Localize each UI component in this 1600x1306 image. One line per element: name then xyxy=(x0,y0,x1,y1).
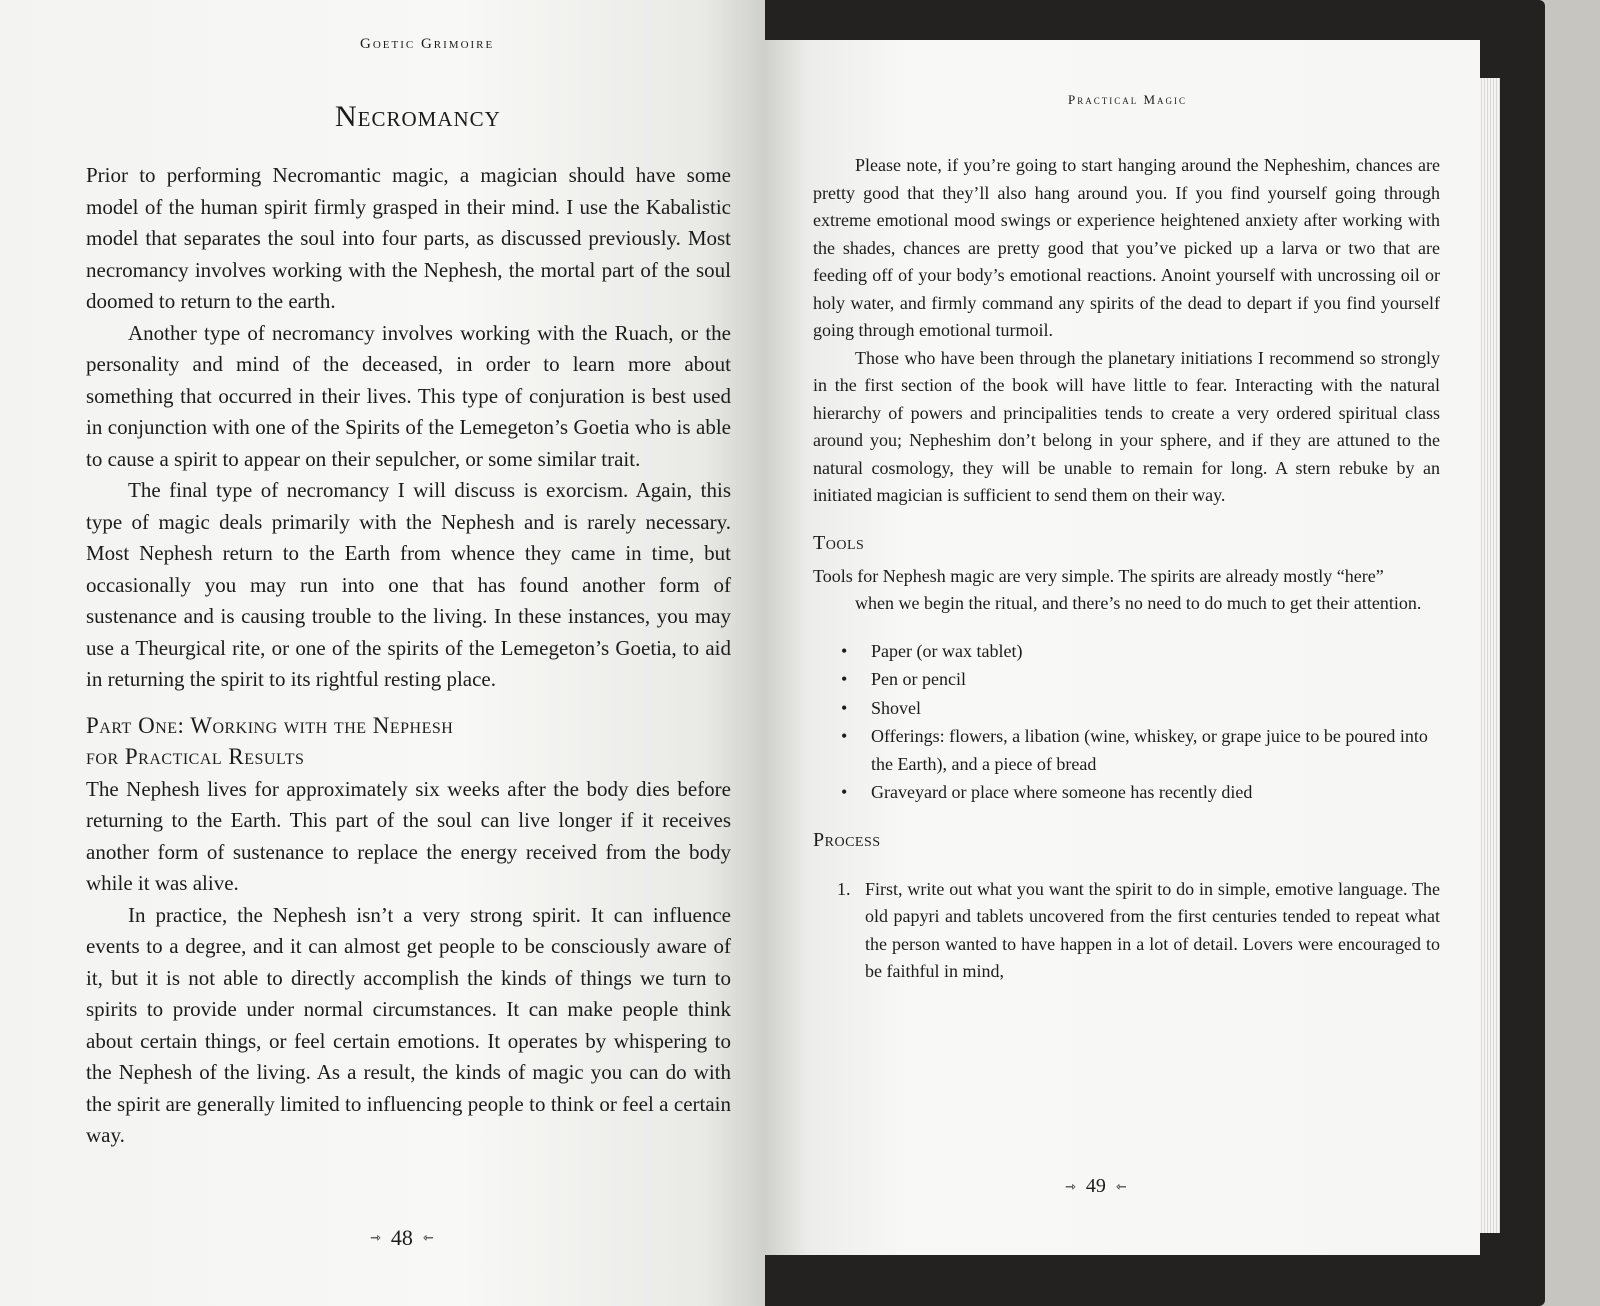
paragraph: Another type of necromancy involves working with the Ruach, or the personality and mind of the deceased, in order to learn more about something that occurred in their lives. This type of conjuration is best used in conjunction with one of the Spirits of the Lemegeton’s Goetia who is able to cause a spirit to appear on their sepulcher, or some similar trait. xyxy=(86,320,731,471)
list-item: • Shovel xyxy=(841,695,1440,723)
paragraph: The Nephesh lives for approximately six weeks after the body dies before returning to the Earth. This part of the soul can live longer if it receives another form of sustenance to replace the energy received from the body while it was alive. xyxy=(86,776,731,895)
list-item: • Pen or pencil xyxy=(841,666,1440,694)
section-heading xyxy=(86,710,731,772)
list-item xyxy=(813,876,1440,986)
left-body xyxy=(86,160,731,1152)
list-item: • Paper (or wax tablet) xyxy=(841,638,1440,666)
chapter-title: Necromancy xyxy=(335,100,501,133)
right-page xyxy=(765,40,1480,1255)
paragraph: The final type of necromancy I will discuss is exorcism. Again, this type of magic deals primarily with the Nephesh and is rarely necessary. Most Nephesh return to the Earth from whence they came in time, but occasionally you may run into one that has found another form of sustenance and is causing trouble to the living. In these instances, you may use a Theurgical rite, or one of the spirits of the Lemegeton’s Goetia, to aid in returning the spirit to its rightful resting place. xyxy=(86,478,731,691)
step-text: First, write out what you want the spirit to do in simple, emotive language. The old papyri and tablets uncovered from the first centuries tended to repeat what the person wanted to have happen in a lot of detail. Lovers were encouraged to be faithful in mind, xyxy=(865,878,1440,981)
folio-ornament: ⇾ xyxy=(370,1230,381,1245)
folio-ornament: ⇽ xyxy=(422,1230,434,1245)
folio-ornament: ⇾ xyxy=(1065,1178,1076,1194)
running-head: Practical Magic xyxy=(1068,92,1188,107)
folio-number: 49 xyxy=(1085,1175,1106,1197)
bullet-icon: • xyxy=(841,782,848,802)
left-page xyxy=(0,0,765,1306)
tools-intro: Tools for Nephesh magic are very simple. The spirits are already mostly “here” xyxy=(813,565,1384,586)
tools-intro: when we begin the ritual, and there’s no need to do much to get their attention. xyxy=(855,593,1422,613)
paragraph: Those who have been through the planetary initiations I recommend so strongly in the first section of the book will have little to fear. Interacting with the natural hierarchy of powers and principalities tends to create a very ordered spiritual class around you; Nepheshim don’t belong in your sphere, and if they are attuned to the natural cosmology, they will be unable to remain for long. A stern rebuke by an initiated magician is sufficient to send them on their way. xyxy=(813,347,1440,505)
bullet-icon: • xyxy=(841,726,848,746)
paragraph: In practice, the Nephesh isn’t a very strong spirit. It can influence events to a degree, and it can almost get people to be consciously aware of it, but it is not able to directly accomplish the kinds of things we turn to spirits to provide under normal circumstances. It can make people think about certain things, or feel certain emotions. It operates by whispering to the Nephesh of the living. As a result, the kinds of magic you can do with the spirit are generally limited to influencing people to think or feel a certain way. xyxy=(86,902,731,1147)
section-heading-line: Part One: Working with the Nephesh xyxy=(86,712,454,738)
paragraph: Prior to performing Necromantic magic, a magician should have some model of the human spirit firmly grasped in their mind. I use the Kabalistic model that separates the soul into four parts, as discussed previously. Most necromancy involves working with the Nephesh, the mortal part of the soul doomed to return to the earth. xyxy=(86,163,731,313)
right-body xyxy=(813,152,1440,986)
step-number: 1. xyxy=(837,878,851,899)
running-head: Goetic Grimoire xyxy=(360,36,495,52)
bullet-icon: • xyxy=(841,640,848,661)
section-heading-process: Process xyxy=(813,828,881,851)
folio-number: 48 xyxy=(390,1225,413,1250)
folio-ornament: ⇽ xyxy=(1115,1178,1127,1194)
page-number xyxy=(370,1225,434,1251)
bullet-icon: • xyxy=(841,669,848,689)
process-list xyxy=(813,876,1440,986)
section-heading-tools: Tools xyxy=(813,531,865,554)
page-number xyxy=(1065,1175,1127,1198)
section-heading-line: for Practical Results xyxy=(86,743,305,769)
bullet-icon: • xyxy=(841,697,848,718)
list-item: • Graveyard or place where someone has recently died xyxy=(841,779,1440,807)
tools-list xyxy=(813,638,1440,807)
list-item: • Offerings: flowers, a libation (wine, whiskey, or grape juice to be poured into the Earth), and a piece of bread xyxy=(841,723,1440,778)
paragraph: Please note, if you’re going to start hanging around the Nepheshim, chances are pretty good that they’ll also hang around you. If you find yourself going through extreme emotional mood swings or experience heightened anxiety after working with the shades, chances are pretty good that you’ve picked up a larva or two that are feeding off of your body’s emotional reactions. Anoint yourself with uncrossing oil or holy water, and firmly command any spirits of the dead to depart if you find yourself going through emotional turmoil. xyxy=(813,155,1440,340)
